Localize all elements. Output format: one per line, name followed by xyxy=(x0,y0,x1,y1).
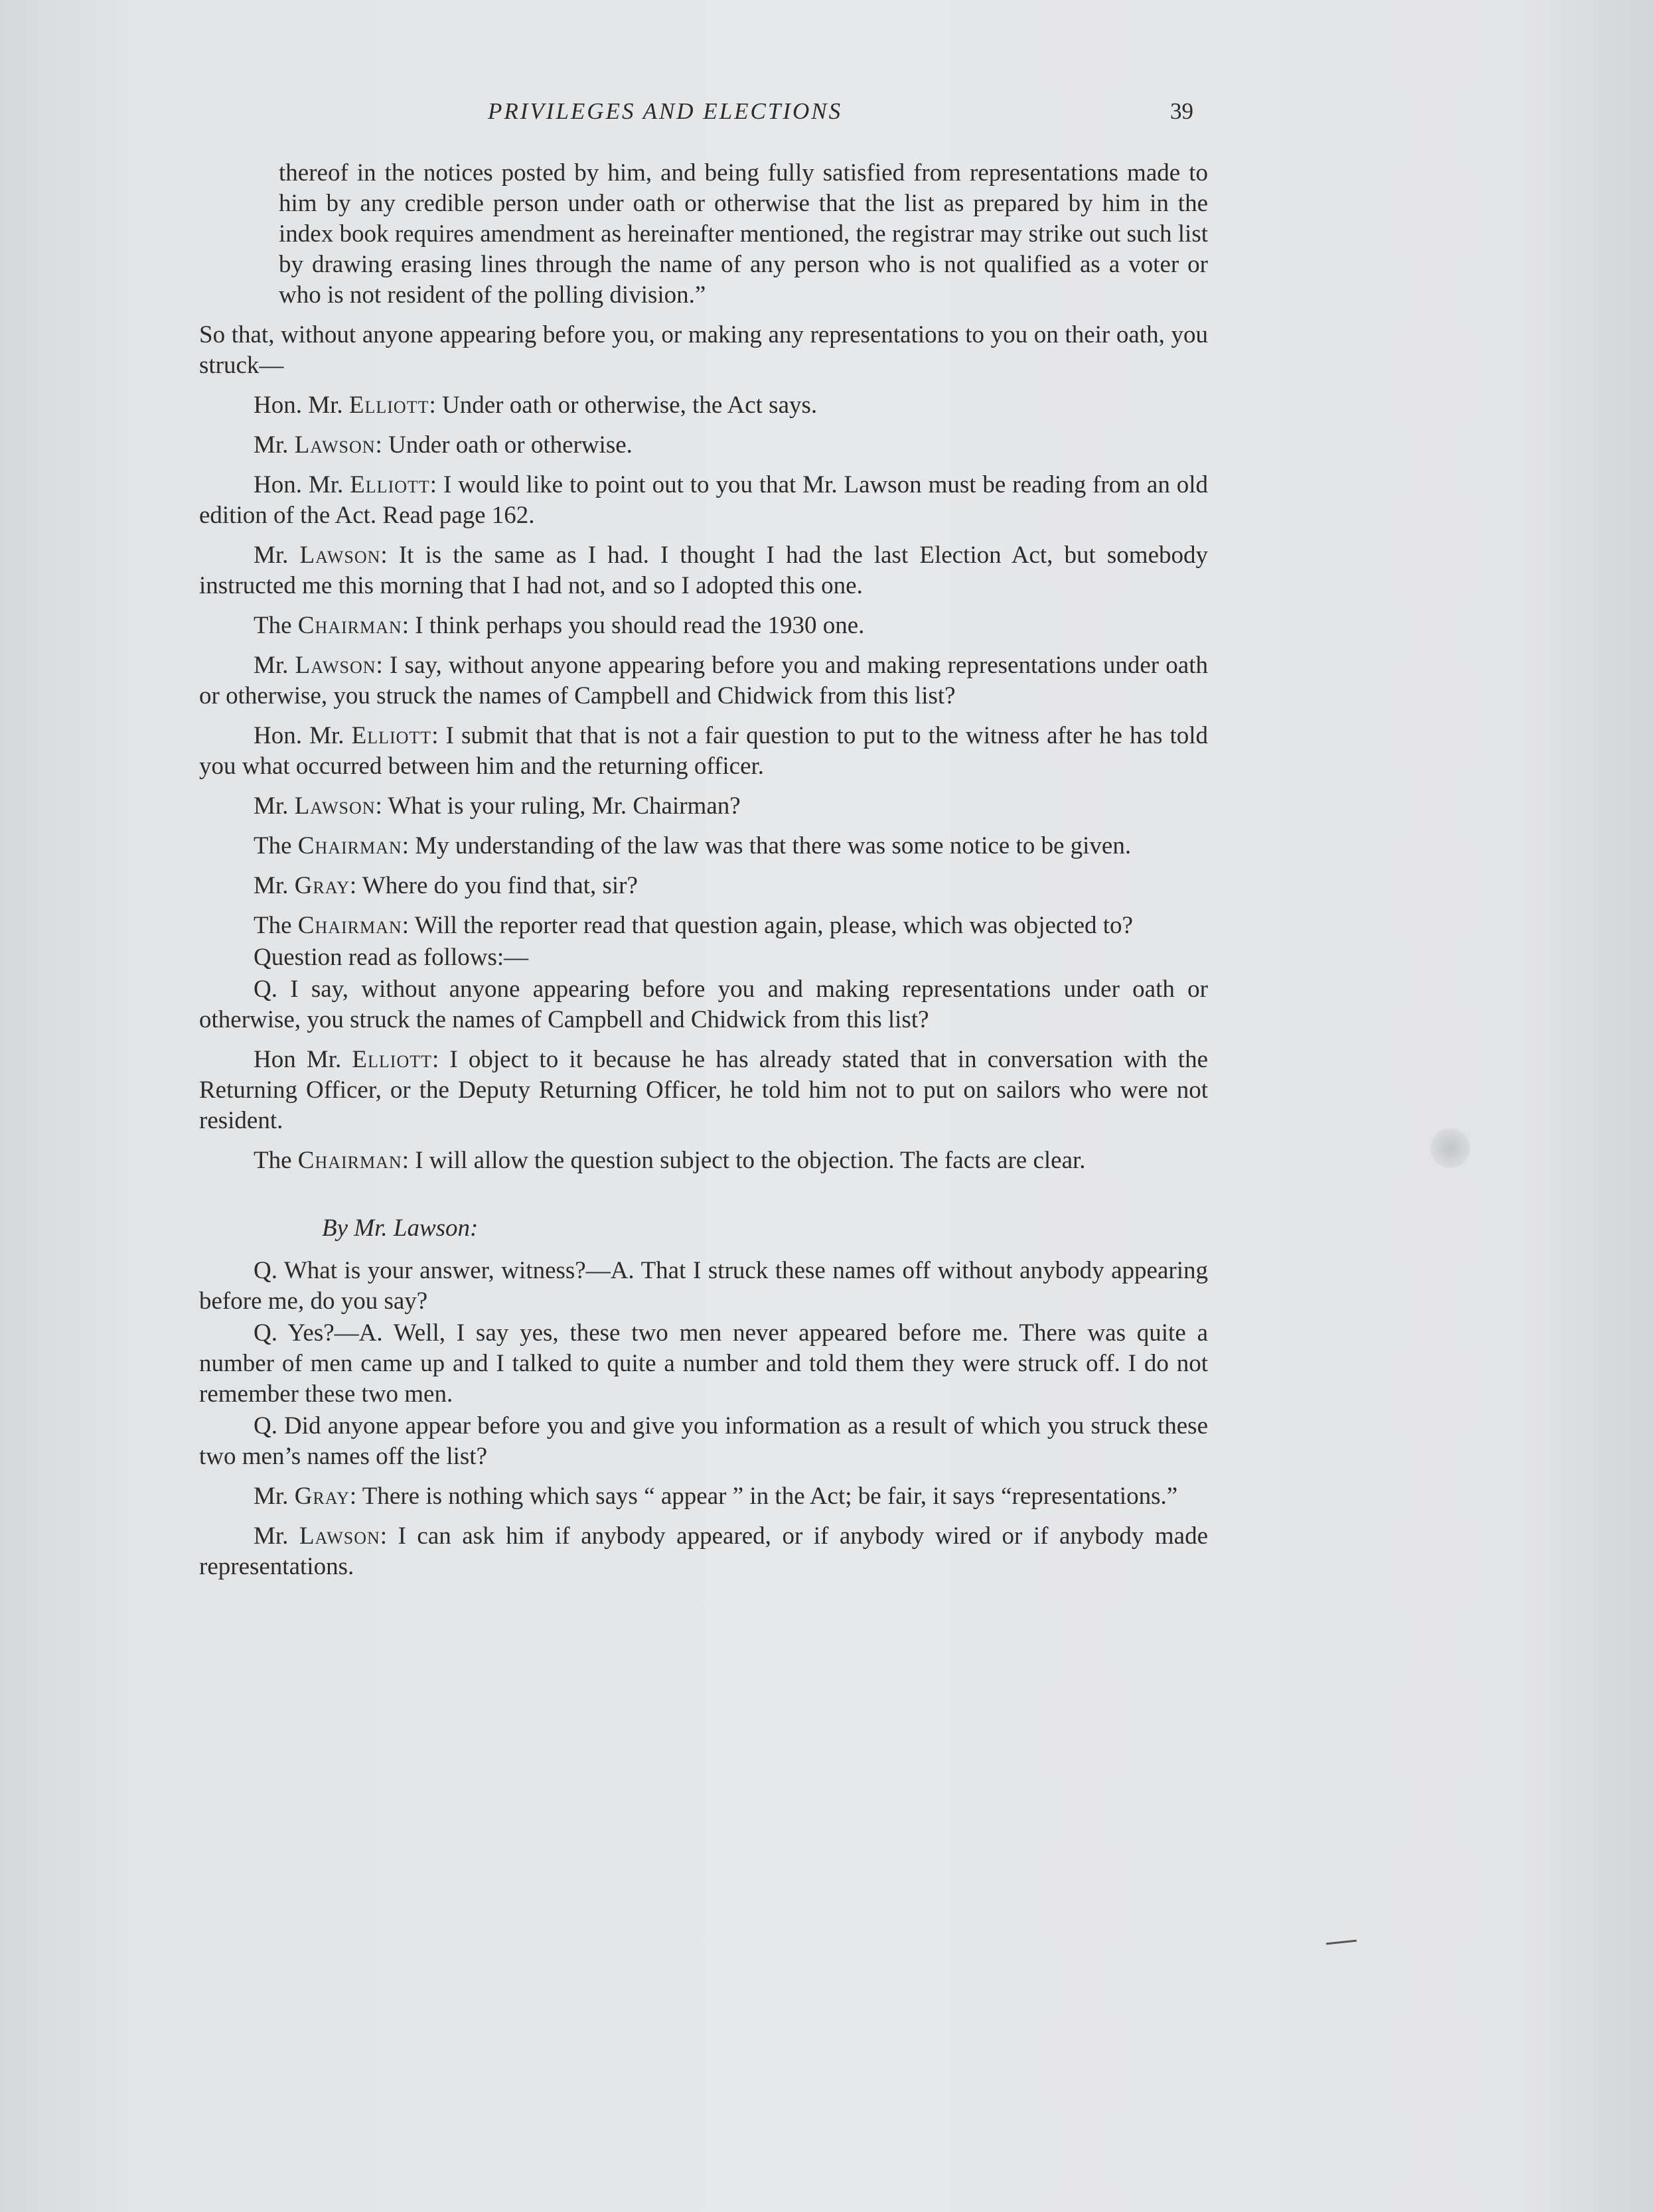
speaker-sep: : xyxy=(375,792,388,820)
paragraph-14: Q. I say, without anyone appearing before you and making representations under oath or otherwise, you struck the names of Campbell and Chidwick from this list? xyxy=(199,976,1208,1033)
speaker-prefix: Hon. Mr. xyxy=(254,722,352,749)
paragraph-2 xyxy=(199,390,1208,421)
paragraph-4 xyxy=(199,470,1208,531)
speaker-sep: : xyxy=(429,471,443,498)
speaker-name: Elliott xyxy=(348,392,429,419)
speaker-name: Gray xyxy=(294,1483,350,1510)
speaker-sep: : xyxy=(429,392,443,419)
speaker-name: Chairman xyxy=(297,1147,402,1174)
paragraph-17 xyxy=(199,1481,1208,1512)
speaker-name: Lawson xyxy=(294,792,376,820)
speaker-prefix: The xyxy=(254,612,298,639)
page-header xyxy=(0,98,1654,138)
section-byline: By Mr. Lawson: xyxy=(322,1215,479,1242)
paragraph-12 xyxy=(199,911,1208,941)
speaker-prefix: The xyxy=(254,832,298,859)
speech-text: I think perhaps you should read the 1930 one. xyxy=(415,612,865,639)
speaker-prefix: Mr. xyxy=(254,792,295,820)
speaker-prefix: Mr. xyxy=(254,872,295,899)
stray-ink-mark xyxy=(1326,1940,1357,1945)
speech-text: I can ask him if anybody appeared, or if anybody wired or if anybody made representations. xyxy=(199,1522,1209,1580)
speaker-sep: : xyxy=(402,1147,415,1174)
speaker-prefix: Mr. xyxy=(254,431,295,459)
speaker-name: Lawson xyxy=(299,542,381,569)
speaker-sep: : xyxy=(349,872,362,899)
speaker-prefix: Mr. xyxy=(254,1483,295,1510)
paragraph-7 xyxy=(199,650,1208,711)
paragraph-6 xyxy=(199,611,1208,641)
speech-text: What is your ruling, Mr. Chairman? xyxy=(388,792,741,820)
scan-shadow xyxy=(1430,1128,1470,1168)
speaker-sep: : xyxy=(349,1483,362,1510)
speaker-prefix: The xyxy=(254,912,298,939)
speech-text: There is nothing which says “ appear ” in the Act; be fair, it says “representations.” xyxy=(362,1483,1178,1510)
speaker-name: Elliott xyxy=(352,1046,432,1073)
paragraph-16 xyxy=(199,1145,1208,1176)
speech-text: I will allow the question subject to the objection. The facts are clear. xyxy=(415,1147,1086,1174)
speech-text: My understanding of the law was that there was some notice to be given. xyxy=(415,832,1132,859)
speech-text: Will the reporter read that question again, please, which was objected to? xyxy=(414,912,1133,939)
speaker-name: Chairman xyxy=(297,612,402,639)
speaker-sep: : xyxy=(380,1522,398,1550)
speech-text: Where do you find that, sir? xyxy=(362,872,638,899)
paragraph-8 xyxy=(199,721,1208,782)
speaker-name: Gray xyxy=(294,872,350,899)
paragraph-10 xyxy=(199,831,1208,861)
paragraph-15 xyxy=(199,1045,1208,1136)
speaker-sep: : xyxy=(402,912,415,939)
question-1: Q. What is your answer, witness?—A. That I struck these names off without anybody appearing before me, do you say? xyxy=(199,1257,1208,1315)
paragraph-9 xyxy=(199,791,1208,822)
speech-text: Under oath or otherwise. xyxy=(388,431,633,459)
paragraph-18 xyxy=(199,1521,1208,1582)
paragraph-13: Question read as follows:— xyxy=(254,944,529,971)
speech-text: I submit that that is not a fair question to put to the witness after he has told you what occurred between him and the returning officer. xyxy=(199,722,1209,780)
speaker-prefix: Hon. Mr. xyxy=(254,392,349,419)
paragraph-1: So that, without anyone appearing before you, or making any representations to you on their oath, you struck— xyxy=(199,321,1208,379)
speaker-prefix: Mr. xyxy=(254,542,300,569)
speaker-sep: : xyxy=(375,431,389,459)
speaker-sep: : xyxy=(402,612,415,639)
speaker-prefix: The xyxy=(254,1147,298,1174)
speaker-name: Chairman xyxy=(297,912,402,939)
page-body xyxy=(199,158,1208,1591)
paragraph-3 xyxy=(199,430,1208,461)
question-2: Q. Yes?—A. Well, I say yes, these two men never appeared before me. There was quite a number of men came up and I talked to quite a number and told them they were struck off. I do not remember these two men. xyxy=(199,1319,1208,1408)
statute-quote: thereof in the notices posted by him, and being fully satisfied from representations made to him by any credible person under oath or otherwise that the list as prepared by him in the index book requires amendment as hereinafter mentioned, the registrar may strike out such list by drawing erasing lines through the name of any person who is not qualified as a voter or who is not resident of the polling division.” xyxy=(279,159,1208,309)
speaker-sep: : xyxy=(380,542,399,569)
speaker-sep: : xyxy=(432,1046,450,1073)
speaker-sep: : xyxy=(402,832,415,859)
speaker-prefix: Mr. xyxy=(254,652,295,679)
speaker-prefix: Hon. Mr. xyxy=(254,471,350,498)
speaker-name: Chairman xyxy=(297,832,402,859)
paragraph-11 xyxy=(199,871,1208,901)
speaker-name: Elliott xyxy=(350,471,430,498)
speaker-sep: : xyxy=(376,652,390,679)
speech-text: I say, without anyone appearing before you and making representations under oath or otherwise, you struck the names of Campbell and Chidwick from this list? xyxy=(199,652,1208,709)
speaker-prefix: Mr. xyxy=(254,1522,299,1550)
speech-text: It is the same as I had. I thought I had the last Election Act, but somebody instructed me this morning that I had not, and so I adopted this one. xyxy=(199,542,1208,599)
paragraph-5 xyxy=(199,540,1208,601)
speech-text: Under oath or otherwise, the Act says. xyxy=(442,392,818,419)
running-head: PRIVILEGES AND ELECTIONS xyxy=(488,98,843,124)
speaker-sep: : xyxy=(431,722,446,749)
speaker-name: Lawson xyxy=(299,1522,380,1550)
speech-text: I object to it because he has already stated that in conversation with the Returning Officer, or the Deputy Returning Officer, he told him not to put on sailors who were not resident. xyxy=(199,1046,1209,1134)
speaker-prefix: Hon Mr. xyxy=(254,1046,352,1073)
speaker-name: Lawson xyxy=(294,431,376,459)
question-3: Q. Did anyone appear before you and give you information as a result of which you struck these two men’s names off the list? xyxy=(199,1412,1208,1470)
speech-text: I would like to point out to you that Mr. Lawson must be reading from an old edition of the Act. Read page 162. xyxy=(199,471,1209,529)
speaker-name: Lawson xyxy=(295,652,376,679)
speaker-name: Elliott xyxy=(351,722,432,749)
page-number: 39 xyxy=(1170,98,1193,124)
